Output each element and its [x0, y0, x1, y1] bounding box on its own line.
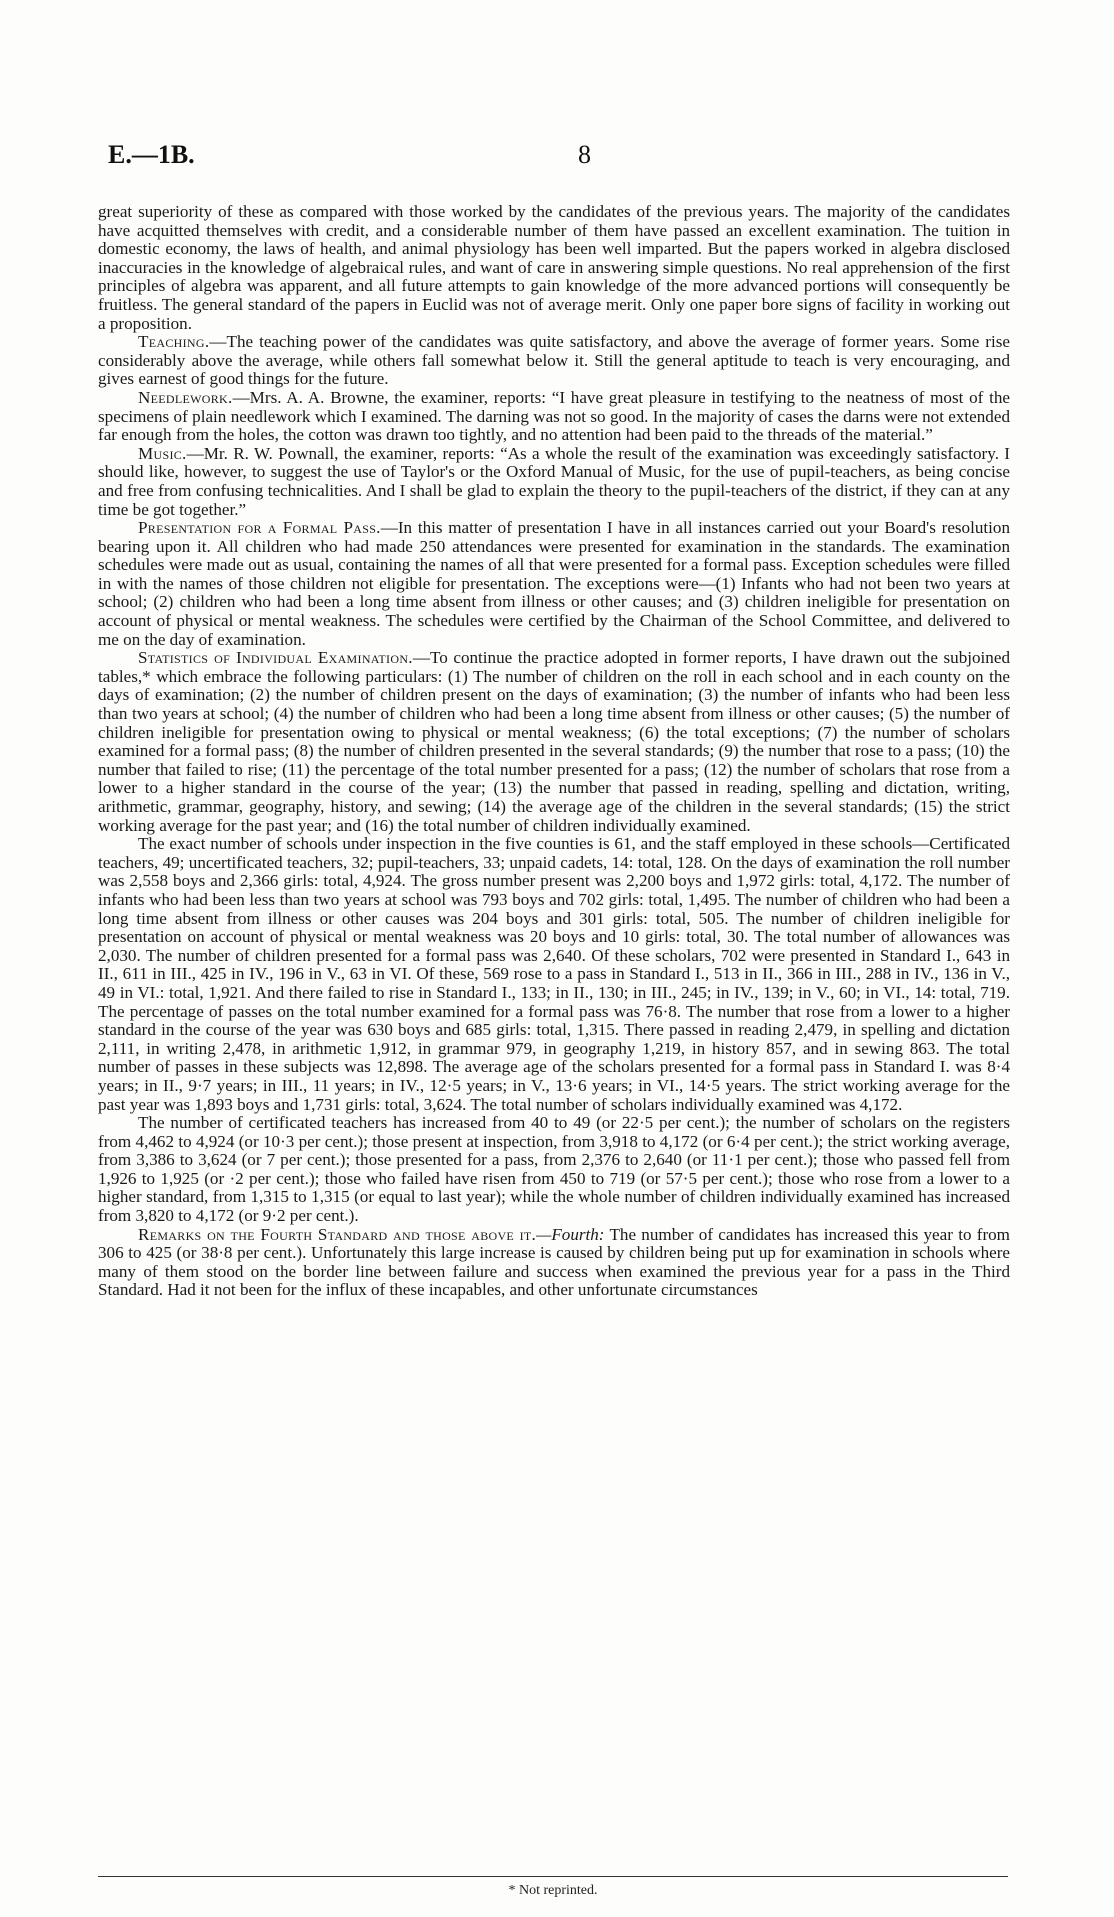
paragraph-text: —Mr. R. W. Pownall, the examiner, reports: “As a whole the result of the examination was exceedingly satisfactory. I should like, however, to suggest the use of Taylor's or the Oxford Manual of Music, for the use of pupil-teachers, as being concise and free from confusing technicalities. And I shall be glad to explain the theory to the pupil-teachers of the district, if they can at any time be got together.”	[98, 443, 1010, 519]
document-body	[98, 203, 1010, 1300]
section-heading: Music.	[138, 443, 187, 463]
paragraph-text: —In this matter of presentation I have in all instances carried out your Board's resolution bearing upon it. All children who had made 250 attendances were presented for examination in the standards. The examination schedules were made out as usual, containing the names of all that were presented for a formal pass. Exception schedules were filled in with the names of those children not eligible for presentation. The exceptions were—(1) Infants who had not been two years at school; (2) children who had been a long time absent from illness or other causes; and (3) children ineligible for presentation on account of physical or mental weakness. The schedules were certified by the Chairman of the School Committee, and delivered to me on the day of examination.	[98, 518, 1010, 649]
paragraph-increases	[98, 1114, 1010, 1226]
section-heading: Remarks on the Fourth Standard and those above it.	[138, 1224, 537, 1244]
paragraph-text: —To continue the practice adopted in former reports, I have drawn out the subjoined tables,* which embrace the following particulars: (1) The number of children on the roll in each school and in each county on the days of examination; (2) the number of children present on the days of examination; (3) the number of infants who had been less than two years at school; (4) the number of children who had been a long time absent from illness or other causes; (5) the number of children ineligible for presentation owing to physical or mental weakness; (6) the total exceptions; (7) the number of scholars examined for a formal pass; (8) the number of children presented in the several standards; (9) the number that rose to a pass; (10) the number that failed to rise; (11) the percentage of the total number presented for a pass; (12) the number of scholars that rose from a lower to a higher standard in the course of the year; (13) the number that passed in reading, spelling and dictation, writing, arithmetic, grammar, geography, history, and sewing; (14) the average age of the children in the several standards; (15) the strict working average for the past year; and (16) the total number of children individually examined.	[98, 648, 1010, 835]
paragraph-intro	[98, 203, 1010, 333]
section-heading: Teaching.	[138, 332, 210, 352]
section-heading: Statistics of Individual Examination.	[138, 648, 413, 668]
paragraph-fourth-standard	[98, 1226, 1010, 1300]
paragraph-text: —Mrs. A. A. Browne, the examiner, reports: “I have great pleasure in testifying to the neatness of most of the specimens of plain needlework which I examined. The darning was not so good. In the majority of cases the darns were not extended far enough from the holes, the cotton was drawn too tightly, and no attention had been paid to the threads of the material.”	[98, 387, 1010, 445]
footnote: * Not reprinted.	[508, 1883, 598, 1898]
footnote-divider	[98, 1876, 1008, 1877]
page-header	[108, 140, 1008, 180]
section-heading: Presentation for a Formal Pass.	[138, 518, 381, 538]
paragraph-text: The exact number of schools under inspection in the five counties is 61, and the staff employed in these schools—Certificated teachers, 49; uncertificated teachers, 32; pupil-teachers, 33; unpaid cadets, 14: total, 128. On the days of examination the roll number was 2,558 boys and 2,366 girls: total, 4,924. The gross number present was 2,200 boys and 1,972 girls: total, 4,172. The number of infants who had been less than two years at school was 793 boys and 702 girls: total, 1,495. The number of children who had been a long time absent from illness or other causes was 204 boys and 301 girls: total, 505. The number of children ineligible for presentation on account of physical or mental weakness was 20 boys and 10 girls: total, 30. The total number of allowances was 2,030. The number of children presented for a formal pass was 2,640. Of these scholars, 702 were presented in Standard I., 643 in II., 611 in III., 425 in IV., 196 in V., 63 in VI. Of these, 569 rose to a pass in Standard I., 513 in II., 366 in III., 288 in IV., 136 in V., 49 in VI.: total, 1,921. And there failed to rise in Standard I., 133; in II., 130; in III., 245; in IV., 139; in V., 60; in VI., 14: total, 719. The percentage of passes on the total number examined for a formal pass was 76·8. The number that rose from a lower to a higher standard in the course of the year was 630 boys and 685 girls: total, 1,315. There passed in reading 2,479, in spelling and dictation 2,111, in writing 2,478, in arithmetic 1,912, in grammar 979, in geography 1,219, in history 857, and in sewing 863. The total number of passes in these subjects was 12,898. The average age of the scholars presented for a formal pass in Standard I. was 8·4 years; in II., 9·7 years; in III., 11 years; in IV., 12·5 years; in V., 13·6 years; in VI., 14·5 years. The strict working average for the past year was 1,893 boys and 1,731 girls: total, 3,624. The total number of scholars individually examined was 4,172.	[98, 834, 1010, 1114]
paragraph-school-numbers	[98, 835, 1010, 1114]
paragraph-teaching	[98, 333, 1010, 389]
paragraph-music	[98, 445, 1010, 519]
paragraph-presentation	[98, 519, 1010, 649]
paragraph-text: The number of candidates has increased this year to from 306 to 425 (or 38·8 per cent.). Unfortunately this large increase is caused by children being put up for examination in schools where many of them stood on the border line between failure and success when examined the previous year for a pass in the Third Standard. Had it not been for the influx of these incapables, and other unfortunate circumstances	[98, 1224, 1010, 1300]
paragraph-text: —The teaching power of the candidates was quite satisfactory, and above the average of former years. Some rise considerably above the average, while others fall somewhat below it. Still the general aptitude to teach is very encouraging, and gives earnest of good things for the future.	[98, 332, 1010, 389]
paragraph-statistics	[98, 649, 1010, 835]
paragraph-text: great superiority of these as compared with those worked by the candidates of the previous years. The majority of the candidates have acquitted themselves with credit, and a considerable number of them have passed an excellent examination. The tuition in domestic economy, the laws of health, and animal physiology has been well imparted. But the papers worked in algebra disclosed inaccuracies in the knowledge of algebraical rules, and want of care in answering simple questions. No real apprehension of the first principles of algebra was apparent, and all future attempts to gain knowledge of the more advanced portions will consequently be fruitless. The general standard of the papers in Euclid was not of average merit. Only one paper bore signs of facility in working out a proposition.	[98, 202, 1010, 333]
section-heading: Needlework.	[138, 387, 233, 407]
paragraph-text: The number of certificated teachers has increased from 40 to 49 (or 22·5 per cent.); the number of scholars on the registers from 4,462 to 4,924 (or 10·3 per cent.); those present at inspection, from 3,918 to 4,172 (or 6·4 per cent.); the strict working average, from 3,386 to 3,624 (or 7 per cent.); those presented for a pass, from 2,376 to 2,640 (or 11·1 per cent.); those who passed fell from 1,926 to 1,925 (or ·2 per cent.); those who failed have risen from 450 to 719 (or 57·5 per cent.); those who rose from a lower to a higher standard, from 1,315 to 1,315 (or equal to last year); while the whole number of children individually examined has increased from 3,820 to 4,172 (or 9·2 per cent.).	[98, 1113, 1010, 1226]
page-number: 8	[578, 140, 591, 169]
document-code: E.—1B.	[108, 140, 195, 169]
paragraph-needlework	[98, 389, 1010, 445]
subheading: —Fourth:	[536, 1224, 605, 1244]
